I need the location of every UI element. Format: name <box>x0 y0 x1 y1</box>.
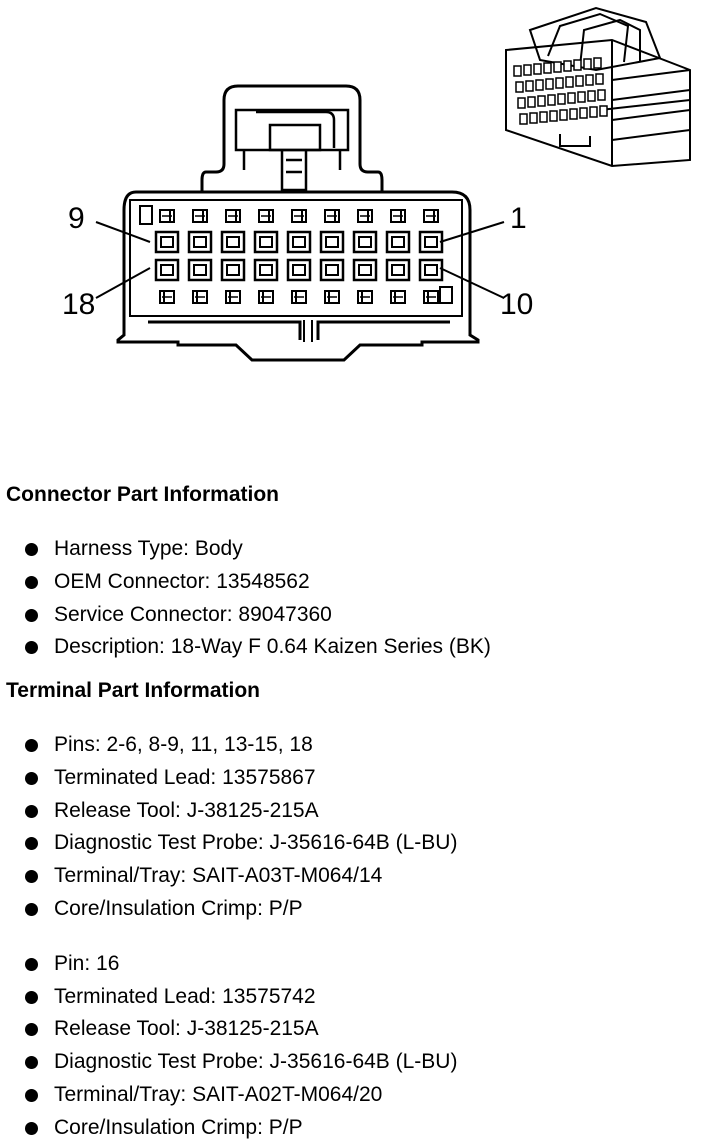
terminal-cavity <box>420 232 442 252</box>
thumbnail-cavity <box>596 74 603 84</box>
thumbnail-cavity <box>514 66 521 76</box>
pin-label-10: 10 <box>500 288 534 321</box>
cavity-row-pins-1-9 <box>156 232 442 252</box>
thumbnail-cavity <box>588 91 595 101</box>
terminal-lock <box>160 291 174 303</box>
list-item: Terminal/Tray: SAIT-A02T-M064/20 <box>6 1079 696 1112</box>
list-item: Core/Insulation Crimp: P/P <box>6 893 696 926</box>
terminal-lock <box>391 210 405 222</box>
terminal-lock <box>259 210 273 222</box>
terminal-lock <box>292 210 306 222</box>
terminal-lock <box>193 210 207 222</box>
terminal-cavity <box>387 260 409 280</box>
list-item: Description: 18-Way F 0.64 Kaizen Series (BK) <box>6 631 696 664</box>
terminal-cavity <box>288 232 310 252</box>
keying-notch <box>140 206 152 224</box>
terminal-cavity <box>222 260 244 280</box>
thumbnail-cavity <box>544 63 551 73</box>
thumbnail-cavity <box>570 109 577 119</box>
thumbnail-cavity <box>518 98 525 108</box>
list-item: Terminated Lead: 13575867 <box>6 762 696 795</box>
connector-part-information <box>6 483 696 664</box>
thumbnail-cavity <box>528 97 535 107</box>
terminal-lock <box>259 291 273 303</box>
terminal-lock <box>292 291 306 303</box>
terminal-lock <box>325 210 339 222</box>
terminal-cavity <box>321 232 343 252</box>
terminal-cavity <box>354 260 376 280</box>
thumbnail-cavity <box>536 80 543 90</box>
list-item: Pin: 16 <box>6 948 696 981</box>
list-item: Diagnostic Test Probe: J-35616-64B (L-BU) <box>6 1046 696 1079</box>
thumbnail-cavity <box>576 76 583 86</box>
thumbnail-cavity <box>574 60 581 70</box>
pin-label-1: 1 <box>510 202 527 235</box>
thumbnail-cavity <box>526 81 533 91</box>
thumbnail-cavity <box>550 111 557 121</box>
thumbnail-cavity <box>580 108 587 118</box>
terminal-cavity <box>156 260 178 280</box>
terminal-cavity <box>255 232 277 252</box>
thumbnail-cavity <box>534 64 541 74</box>
terminal-lock <box>391 291 405 303</box>
thumbnail-cavity <box>600 106 607 116</box>
keying-notch <box>440 287 452 303</box>
terminal-lock <box>226 291 240 303</box>
list-item: Terminal/Tray: SAIT-A03T-M064/14 <box>6 860 696 893</box>
pin-label-18: 18 <box>62 288 96 321</box>
thumbnail-cavity <box>554 62 561 72</box>
terminal-cavity <box>156 232 178 252</box>
thumbnail-cavity <box>558 94 565 104</box>
thumbnail-cavity <box>564 61 571 71</box>
terminal-lock <box>424 291 438 303</box>
list-item: Release Tool: J-38125-215A <box>6 1013 696 1046</box>
thumbnail-cavity <box>540 112 547 122</box>
bottom-terminal-row <box>160 287 452 303</box>
connector-3d-view <box>506 8 690 166</box>
thumbnail-cavity <box>566 77 573 87</box>
list-item: Terminated Lead: 13575742 <box>6 981 696 1014</box>
terminal-cavity <box>222 232 244 252</box>
thumbnail-cavity <box>594 58 601 68</box>
thumbnail-cavity <box>556 78 563 88</box>
terminal-cavity <box>420 260 442 280</box>
thumbnail-cavity <box>548 95 555 105</box>
thumbnail-cavity <box>578 92 585 102</box>
thumbnail-cavity <box>586 75 593 85</box>
terminal-lock <box>424 210 438 222</box>
thumbnail-cavity <box>516 82 523 92</box>
list-item: OEM Connector: 13548562 <box>6 566 696 599</box>
terminal-lock <box>193 291 207 303</box>
list-item: Pins: 2-6, 8-9, 11, 13-15, 18 <box>6 729 696 762</box>
list-item: Harness Type: Body <box>6 533 696 566</box>
terminal-lock <box>226 210 240 222</box>
connector-info-list <box>6 533 696 664</box>
terminal-cavity <box>255 260 277 280</box>
list-item: Release Tool: J-38125-215A <box>6 795 696 828</box>
connector-latch <box>236 110 348 190</box>
thumbnail-cavity <box>560 110 567 120</box>
terminal-info-title: Terminal Part Information <box>6 679 260 702</box>
terminal-lock <box>358 291 372 303</box>
terminal-lock <box>358 210 372 222</box>
thumbnail-cavity <box>538 96 545 106</box>
terminal-part-information <box>6 679 696 1145</box>
thumbnail-cavity <box>524 65 531 75</box>
list-item: Core/Insulation Crimp: P/P <box>6 1112 696 1145</box>
terminal-lock <box>160 210 174 222</box>
terminal-lock <box>325 291 339 303</box>
thumbnail-cavity <box>546 79 553 89</box>
top-terminal-row <box>140 206 438 224</box>
thumbnail-cavity <box>598 90 605 100</box>
pin-label-9: 9 <box>68 202 85 235</box>
thumbnail-cavity <box>530 113 537 123</box>
terminal-group-2 <box>6 948 696 1145</box>
connector-info-title: Connector Part Information <box>6 483 280 506</box>
terminal-cavity <box>288 260 310 280</box>
terminal-cavity <box>387 232 409 252</box>
list-item: Diagnostic Test Probe: J-35616-64B (L-BU) <box>6 827 696 860</box>
terminal-cavity <box>189 260 211 280</box>
list-item: Service Connector: 89047360 <box>6 599 696 632</box>
terminal-cavity <box>321 260 343 280</box>
thumbnail-cavity <box>584 59 591 69</box>
cavity-row-pins-10-18 <box>156 260 442 280</box>
terminal-group-1 <box>6 729 696 926</box>
terminal-cavity <box>354 232 376 252</box>
thumbnail-cavity <box>568 93 575 103</box>
terminal-cavity <box>189 232 211 252</box>
thumbnail-cavity <box>520 114 527 124</box>
connector-diagram <box>0 0 704 420</box>
thumbnail-cavity <box>590 107 597 117</box>
